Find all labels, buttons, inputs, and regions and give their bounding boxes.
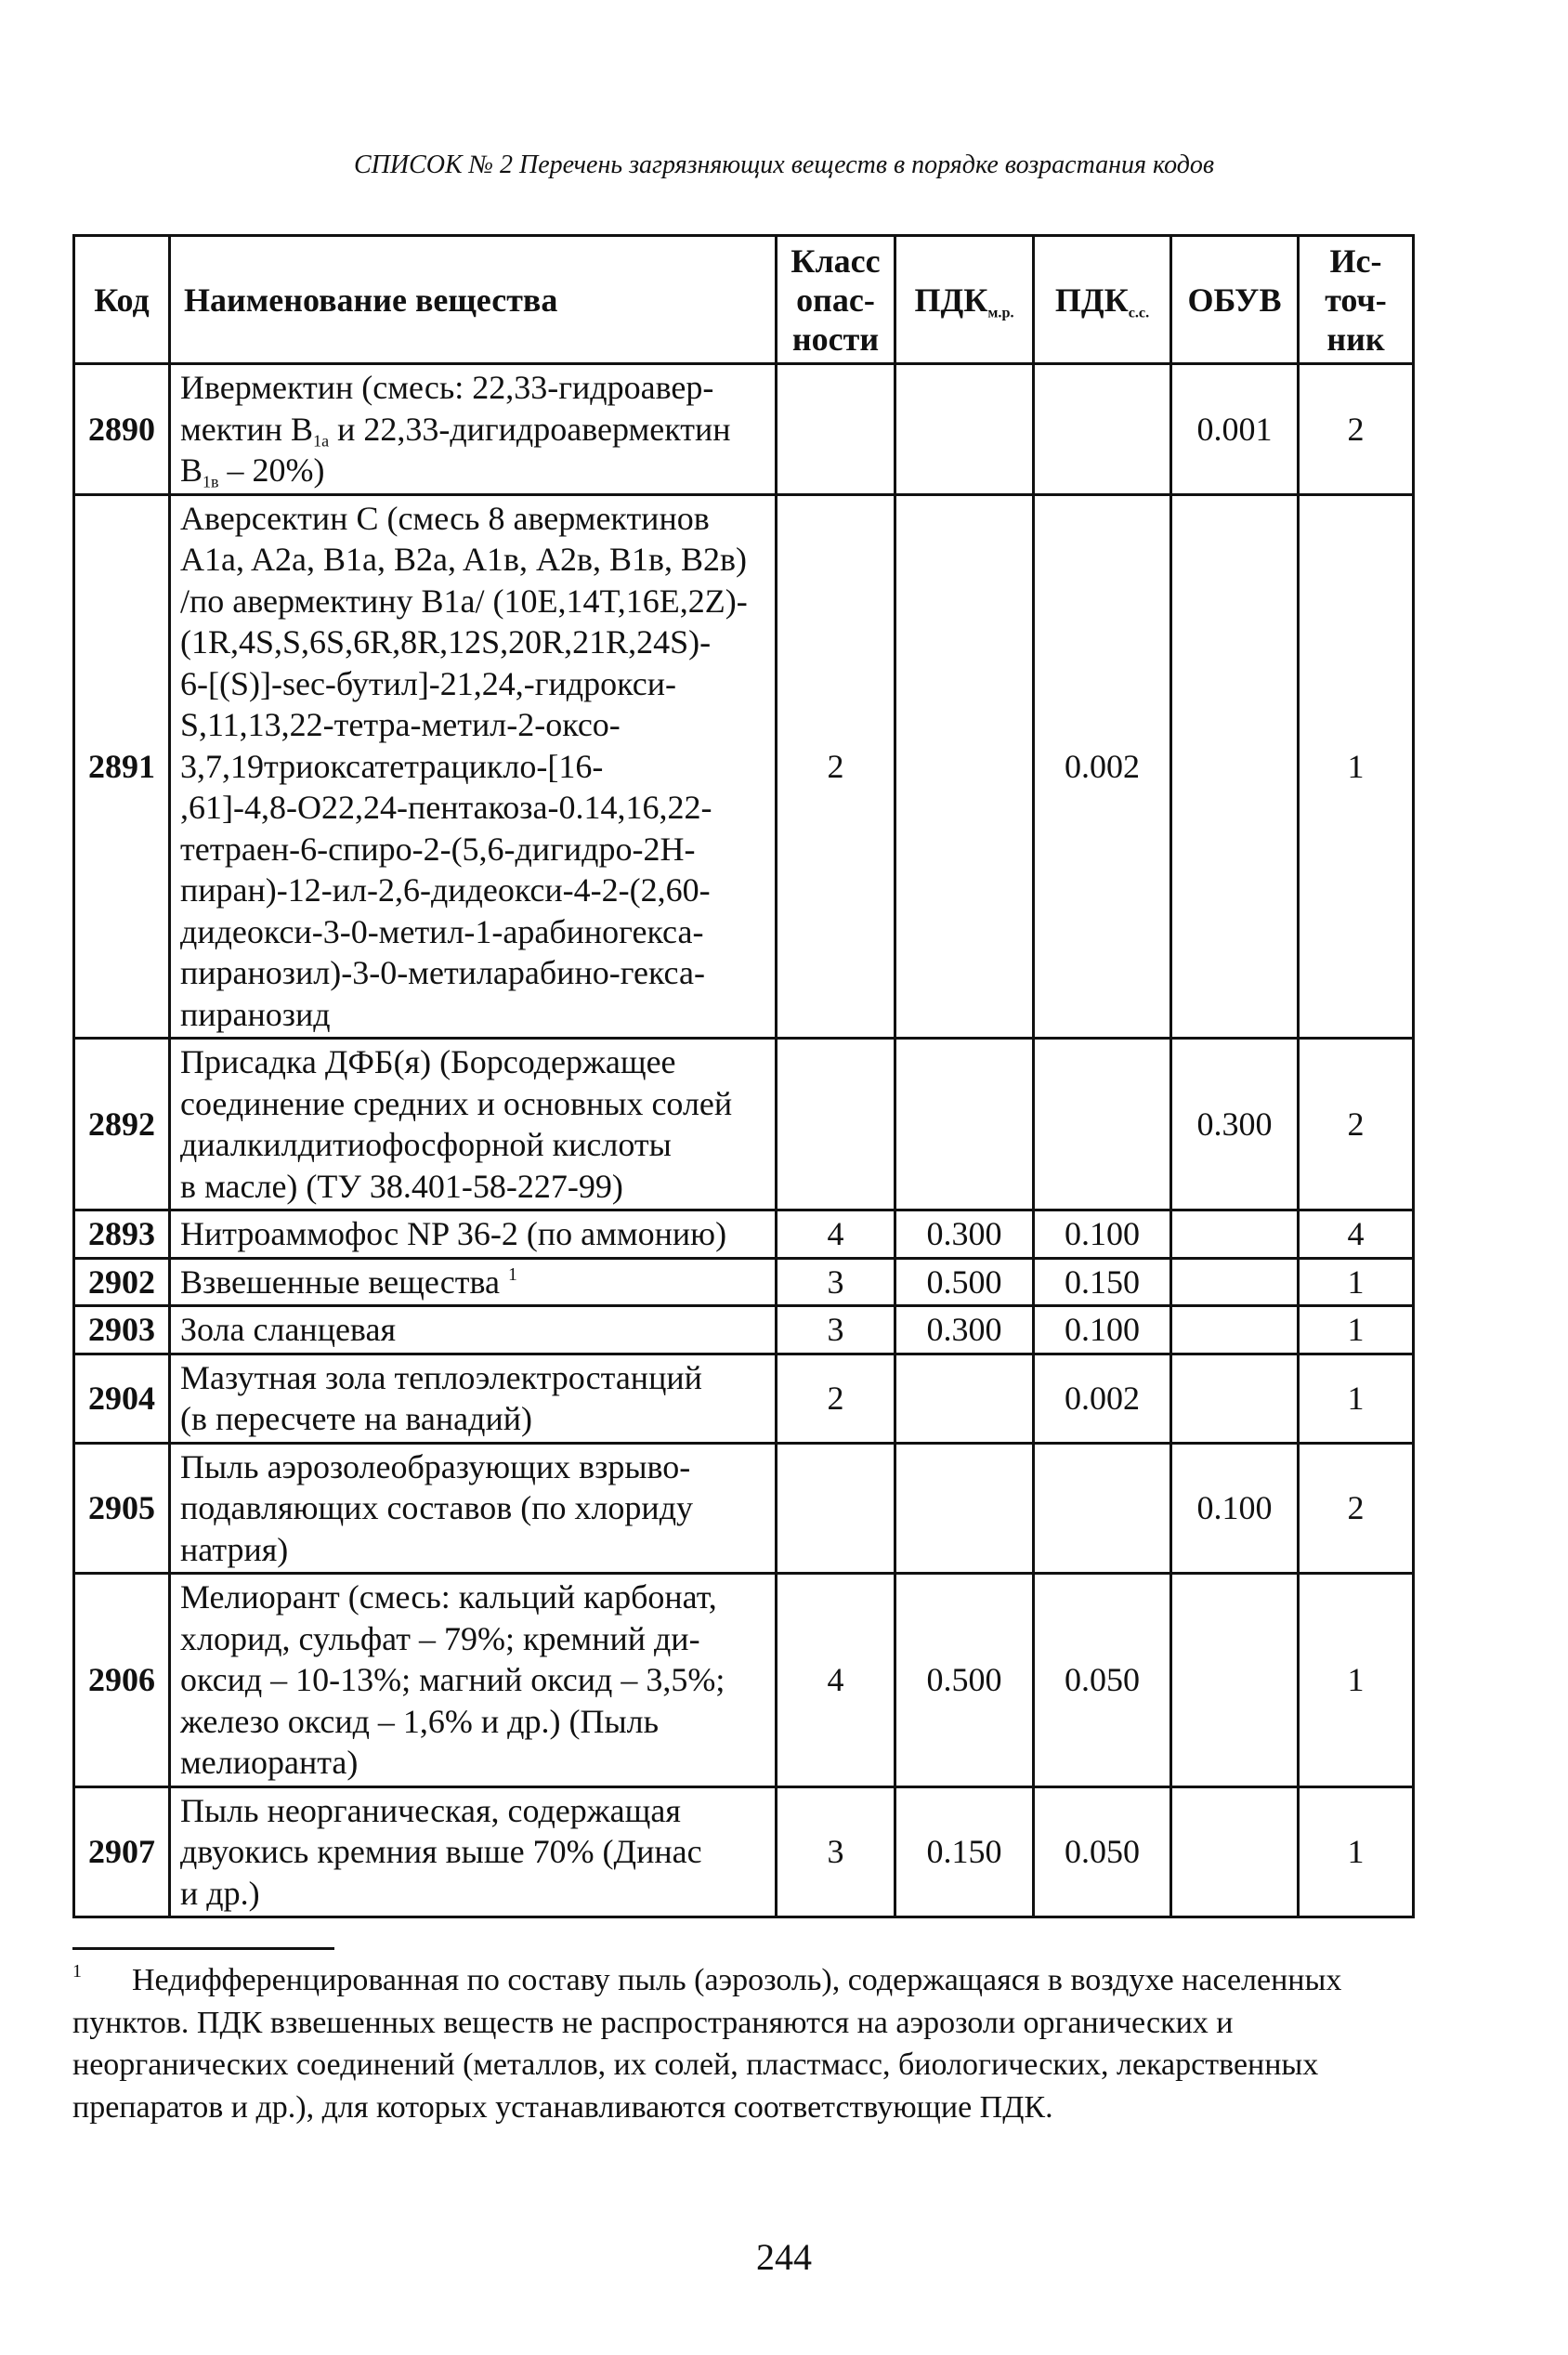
- cell-code: 2902: [74, 1258, 170, 1306]
- table-row: [74, 1306, 1414, 1354]
- header-source-line3: ник: [1326, 320, 1385, 358]
- cell-pdk-mr: [895, 1039, 1034, 1210]
- cell-hazard-class: 2: [777, 494, 895, 1039]
- substances-table: [72, 234, 1415, 1918]
- cell-pdk-mr: [895, 494, 1034, 1039]
- cell-code: 2903: [74, 1306, 170, 1354]
- cell-pdk-mr: 0.500: [895, 1258, 1034, 1306]
- table-row: [74, 1574, 1414, 1787]
- cell-pdk-ss: [1034, 364, 1171, 495]
- header-name: Наименование вещества: [170, 236, 777, 364]
- cell-source: 2: [1299, 364, 1414, 495]
- cell-pdk-ss: 0.002: [1034, 494, 1171, 1039]
- cell-source: 1: [1299, 1786, 1414, 1917]
- table-body: [74, 364, 1414, 1917]
- cell-obuv: [1171, 1574, 1299, 1787]
- cell-name: Аверсектин С (смесь 8 авермектинов A1a, A2a, B1a, B2a, A1в, A2в, B1в, B2в) /по авермектину B1a/ (10E,14T,16E,2Z)- (1R,4S,S,6S,6R,8R,12S,20R,21R,24S)- 6-[(S)]-sec-бутил]-21,24,-гидрокси- S,11,13,22-тетра-метил-2-оксо- 3,7,19триоксатетрацикло-[16- ,61]-4,8-O22,24-пентакоза-0.14,16,22- тетраен-6-спиро-2-(5,6-дигидро-2H- пиран)-12-ил-2,6-дидеокси-4-2-(2,60- дидеокси-3-0-метил-1-арабиногекса- пиранозил)-3-0-метиларабино-гекса- пиранозид: [170, 494, 777, 1039]
- cell-obuv: [1171, 1786, 1299, 1917]
- cell-pdk-ss: [1034, 1039, 1171, 1210]
- table-row: [74, 494, 1414, 1039]
- table-header-row: [74, 236, 1414, 364]
- header-pdk-mr-base: ПДК: [914, 281, 988, 319]
- cell-code: 2890: [74, 364, 170, 495]
- footnote: [72, 1951, 1354, 2128]
- cell-obuv: [1171, 1354, 1299, 1443]
- cell-hazard-class: 3: [777, 1306, 895, 1354]
- cell-name: Пыль аэрозолеобразующих взрыво- подавляющих составов (по хлориду натрия): [170, 1443, 777, 1574]
- cell-code: 2893: [74, 1210, 170, 1259]
- header-obuv: ОБУВ: [1171, 236, 1299, 364]
- header-hazard-line1: Класс: [791, 242, 881, 280]
- cell-code: 2905: [74, 1443, 170, 1574]
- cell-pdk-mr: 0.500: [895, 1574, 1034, 1787]
- cell-obuv: [1171, 1210, 1299, 1259]
- cell-code: 2891: [74, 494, 170, 1039]
- cell-hazard-class: [777, 1039, 895, 1210]
- cell-name: Взвешенные вещества $^1$: [170, 1258, 777, 1306]
- footnote-mark: 1: [72, 1961, 82, 1982]
- cell-pdk-ss: [1034, 1443, 1171, 1574]
- cell-source: 2: [1299, 1039, 1414, 1210]
- footnote-divider: [72, 1947, 334, 1950]
- table-row: [74, 1443, 1414, 1574]
- cell-pdk-mr: 0.150: [895, 1786, 1034, 1917]
- cell-name: Нитроаммофос NP 36-2 (по аммонию): [170, 1210, 777, 1259]
- cell-code: 2906: [74, 1574, 170, 1787]
- table-row: [74, 1258, 1414, 1306]
- cell-pdk-mr: [895, 1354, 1034, 1443]
- header-pdk-ss: [1034, 236, 1171, 364]
- cell-hazard-class: 4: [777, 1210, 895, 1259]
- cell-obuv: [1171, 1258, 1299, 1306]
- table-row: [74, 1210, 1414, 1259]
- header-code: Код: [74, 236, 170, 364]
- table-row: [74, 1039, 1414, 1210]
- cell-hazard-class: [777, 1443, 895, 1574]
- table-row: [74, 364, 1414, 495]
- cell-obuv: 0.300: [1171, 1039, 1299, 1210]
- header-source-line1: Ис-: [1329, 242, 1382, 280]
- header-source: [1299, 236, 1414, 364]
- header-pdk-mr-sub: м.р.: [987, 303, 1014, 321]
- cell-hazard-class: 3: [777, 1786, 895, 1917]
- cell-code: 2904: [74, 1354, 170, 1443]
- header-hazard-line3: ности: [791, 320, 880, 358]
- cell-pdk-ss: 0.150: [1034, 1258, 1171, 1306]
- cell-pdk-ss: 0.100: [1034, 1306, 1171, 1354]
- footnote-text: Недифференцированная по составу пыль (аэрозоль), содержащаяся в воздухе населенных пунктов. ПДК взвешенных веществ не распространяются на аэрозоли органических и неорганических соединений (металлов, их солей, пластмасс, биологических, лекарственных препаратов и др.), для которых устанавливаются соответствующие ПДК.: [72, 1963, 1342, 2125]
- cell-pdk-ss: 0.002: [1034, 1354, 1171, 1443]
- cell-hazard-class: 2: [777, 1354, 895, 1443]
- header-pdk-ss-sub: с.с.: [1128, 303, 1150, 321]
- cell-pdk-mr: [895, 1443, 1034, 1574]
- cell-name: Присадка ДФБ(я) (Борсодержащее соединение средних и основных солей диалкилдитиофосфорной кислоты в масле) (ТУ 38.401-58-227-99): [170, 1039, 777, 1210]
- cell-pdk-mr: 0.300: [895, 1306, 1034, 1354]
- cell-pdk-ss: 0.050: [1034, 1574, 1171, 1787]
- header-hazard-line2: опас-: [796, 281, 875, 319]
- cell-obuv: [1171, 494, 1299, 1039]
- cell-code: 2907: [74, 1786, 170, 1917]
- cell-hazard-class: [777, 364, 895, 495]
- page-header: СПИСОК № 2 Перечень загрязняющих веществ в порядке возрастания кодов: [353, 150, 1215, 179]
- cell-obuv: 0.100: [1171, 1443, 1299, 1574]
- cell-hazard-class: 3: [777, 1258, 895, 1306]
- cell-name: Пыль неорганическая, содержащая двуокись кремния выше 70% (Динас и др.): [170, 1786, 777, 1917]
- header-source-line2: точ-: [1325, 281, 1387, 319]
- cell-name: Зола сланцевая: [170, 1306, 777, 1354]
- cell-hazard-class: 4: [777, 1574, 895, 1787]
- cell-source: 1: [1299, 1574, 1414, 1787]
- header-pdk-mr: [895, 236, 1034, 364]
- cell-code: 2892: [74, 1039, 170, 1210]
- cell-source: 1: [1299, 1354, 1414, 1443]
- page-number: 244: [756, 2236, 812, 2278]
- cell-name: Ивермектин (смесь: 22,33-гидроавер- мектин $B_{1a}$ и 22,33-дигидроавермектин $B_{1в} - 20\%$): [170, 364, 777, 495]
- cell-source: 2: [1299, 1443, 1414, 1574]
- cell-pdk-ss: 0.100: [1034, 1210, 1171, 1259]
- cell-name: Мазутная зола теплоэлектростанций (в пересчете на ванадий): [170, 1354, 777, 1443]
- cell-source: 1: [1299, 1306, 1414, 1354]
- header-hazard-class: [777, 236, 895, 364]
- cell-name: Мелиорант (смесь: кальций карбонат, хлорид, сульфат – 79%; кремний ди- оксид – 10-13%; магний оксид – 3,5%; железо оксид – 1,6% и др.) (Пыль мелиоранта): [170, 1574, 777, 1787]
- cell-pdk-mr: [895, 364, 1034, 495]
- table-row: [74, 1786, 1414, 1917]
- table-row: [74, 1354, 1414, 1443]
- cell-pdk-ss: 0.050: [1034, 1786, 1171, 1917]
- header-pdk-ss-base: ПДК: [1054, 281, 1129, 319]
- cell-source: 1: [1299, 494, 1414, 1039]
- cell-source: 4: [1299, 1210, 1414, 1259]
- cell-obuv: [1171, 1306, 1299, 1354]
- cell-obuv: 0.001: [1171, 364, 1299, 495]
- cell-source: 1: [1299, 1258, 1414, 1306]
- cell-pdk-mr: 0.300: [895, 1210, 1034, 1259]
